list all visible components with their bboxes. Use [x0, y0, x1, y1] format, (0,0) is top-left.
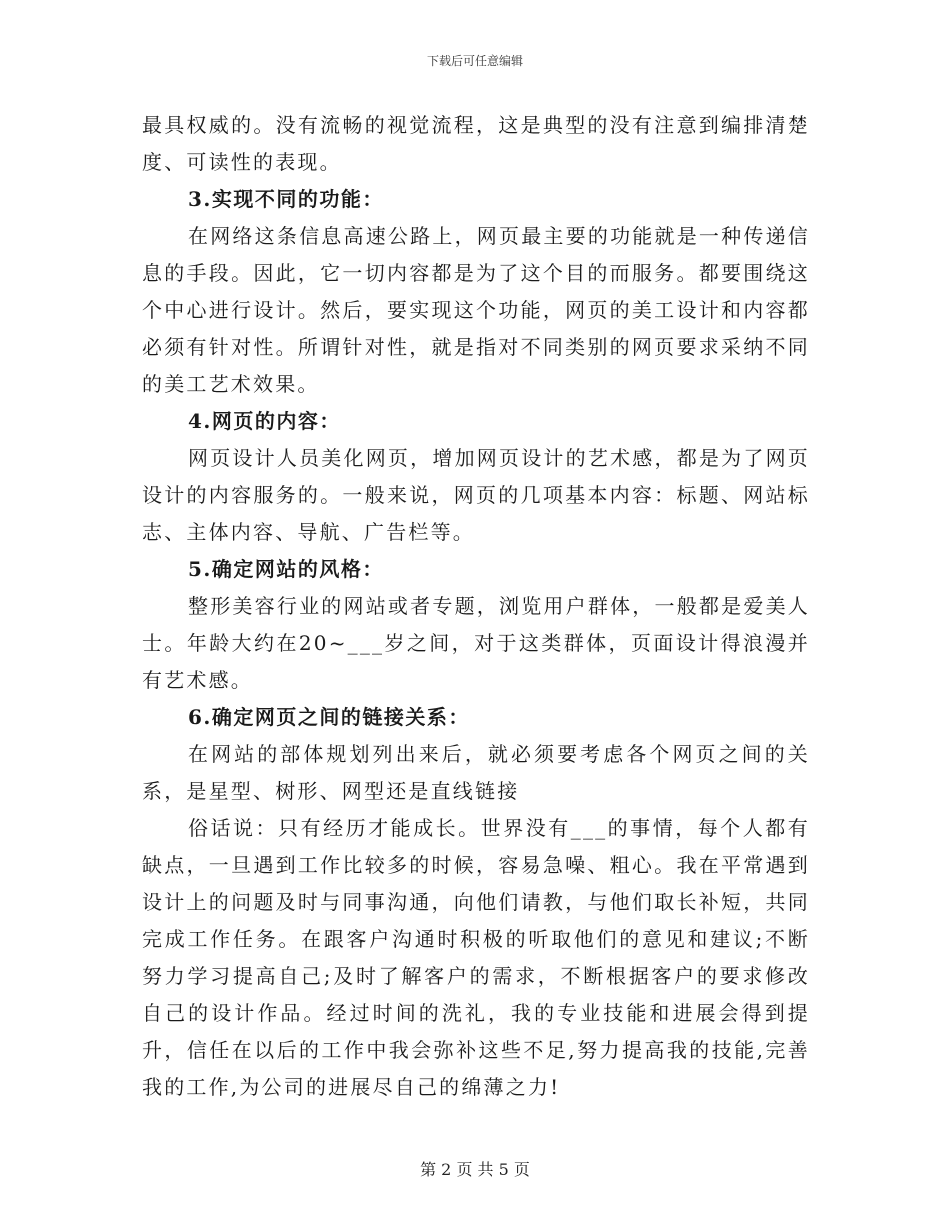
page-header-note: 下载后可任意编辑	[426, 54, 523, 68]
paragraph-section-3: 在网络这条信息高速公路上，网页最主要的功能就是一种传递信息的手段。因此，它一切内容都是为了这个目的而服务。都要围绕这个中心进行设计。然后，要实现这个功能，网页的美工设计和内容都必须有针对性。所谓针对性，就是指对不同类别的网页要求采纳不同的美工艺术效果。	[142, 224, 810, 396]
paragraph-section-4: 网页设计人员美化网页，增加网页设计的艺术感，都是为了网页设计的内容服务的。一般来说，网页的几项基本内容：标题、网站标志、主体内容、导航、广告栏等。	[142, 446, 810, 544]
paragraph-summary: 俗话说：只有经历才能成长。世界没有___的事情，每个人都有缺点，一旦遇到工作比较多的时候，容易急噪、粗心。我在平常遇到设计上的问题及时与同事沟通，向他们请教，与他们取长补短，共同完成工作任务。在跟客户沟通时积极的听取他们的意见和建议;不断努力学习提高自己;及时了解客户的需求，不断根据客户的要求修改自己的设计作品。经过时间的洗礼，我的专业技能和进展会得到提升，信任在以后的工作中我会弥补这些不足,努力提高我的技能,完善我的工作,为公司的进展尽自己的绵薄之力!	[142, 816, 810, 1099]
section-heading-3: 3.实现不同的功能：	[188, 187, 384, 211]
paragraph-section-6: 在网站的部体规划列出来后，就必须要考虑各个网页之间的关系，是星型、树形、网型还是直线链接	[142, 742, 810, 803]
section-heading-4: 4.网页的内容：	[188, 409, 341, 433]
paragraph-section-5: 整形美容行业的网站或者专题，浏览用户群体，一般都是爱美人士。年龄大约在20~___岁之间，对于这类群体，页面设计得浪漫并有艺术感。	[142, 594, 810, 692]
page-number-footer: 第 2 页 共 5 页	[420, 1160, 530, 1179]
document-body	[142, 107, 810, 1106]
paragraph-continued: 最具权威的。没有流畅的视觉流程，这是典型的没有注意到编排清楚度、可读性的表现。	[142, 113, 810, 174]
section-heading-6: 6.确定网页之间的链接关系：	[188, 705, 470, 729]
section-heading-5: 5.确定网站的风格：	[188, 557, 384, 581]
